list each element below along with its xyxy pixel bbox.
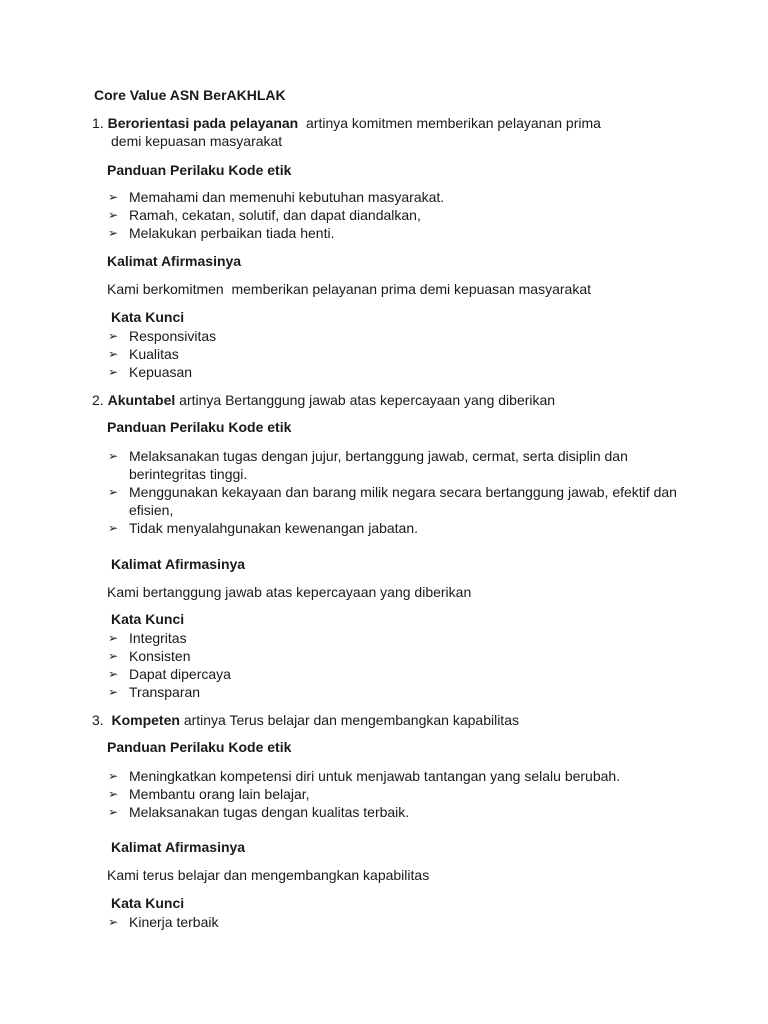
section-3-guide-list [108,767,620,821]
section-2-affirmation: Kami bertanggung jawab atas kepercayaan yang diberikan [107,584,472,600]
section-1-affirmation: Kami berkomitmen memberikan pelayanan prima demi kepuasan masyarakat [107,281,591,297]
list-item: ➢ Integritas [108,630,187,646]
arrow-bullet-icon: ➢ [108,649,119,663]
list-item: ➢ Konsisten [108,648,191,664]
section-1-guide-title: Panduan Perilaku Kode etik [107,162,292,178]
arrow-bullet-icon: ➢ [108,449,119,463]
section-3-keys-title: Kata Kunci [111,895,185,911]
list-item: ➢ Menggunakan kekayaan dan barang milik negara secara bertanggung jawab, efektif dan efisien, [108,484,677,518]
list-item: ➢ Responsivitas [108,328,217,344]
section-2-heading [92,391,692,409]
list-item: ➢ Memahami dan memenuhi kebutuhan masyarakat. [108,189,445,205]
list-item: ➢ Transparan [108,684,201,700]
section-3-affirmation: Kami terus belajar dan mengembangkan kapabilitas [107,867,430,883]
section-2-number: 2. [92,392,104,408]
arrow-bullet-icon: ➢ [108,769,119,783]
section-3-keyword: Kompeten [111,712,180,728]
arrow-bullet-icon: ➢ [108,226,119,240]
list-item: ➢ Tidak menyalahgunakan kewenangan jabatan. [108,520,419,536]
section-1-keys-list [108,327,216,381]
list-item: ➢ Membantu orang lain belajar, [108,786,310,802]
arrow-bullet-icon: ➢ [108,787,119,801]
section-3-heading [92,711,692,729]
list-item: ➢ Melakukan perbaikan tiada henti. [108,225,335,241]
section-3-number: 3. [92,712,104,728]
section-2-keys-title: Kata Kunci [111,611,185,627]
section-1-keyword: Berorientasi pada pelayanan [107,115,299,131]
arrow-bullet-icon: ➢ [108,521,119,535]
list-item: ➢ Ramah, cekatan, solutif, dan dapat diandalkan, [108,207,421,223]
section-1-affirm-title: Kalimat Afirmasinya [107,253,242,269]
section-3-guide-title: Panduan Perilaku Kode etik [107,739,292,755]
arrow-bullet-icon: ➢ [108,347,119,361]
section-1-heading [92,114,692,150]
section-1-description: artinya komitmen memberikan pelayanan prima [306,115,601,131]
section-2-description: artinya Bertanggung jawab atas kepercayaan yang diberikan [179,392,556,408]
section-1-description-cont: demi kepuasan masyarakat [111,133,283,149]
arrow-bullet-icon: ➢ [108,208,119,222]
list-item: ➢ Kinerja terbaik [108,914,219,930]
document-title: Core Value ASN BerAKHLAK [94,87,286,103]
arrow-bullet-icon: ➢ [108,685,119,699]
section-2-guide-list [108,447,689,537]
list-item: ➢ Dapat dipercaya [108,666,231,682]
arrow-bullet-icon: ➢ [108,667,119,681]
list-item: ➢ Kepuasan [108,364,193,380]
list-item: ➢ Kualitas [108,346,179,362]
section-2-keys-list [108,629,231,701]
arrow-bullet-icon: ➢ [108,805,119,819]
section-2-keyword: Akuntabel [107,392,176,408]
section-3-description: artinya Terus belajar dan mengembangkan kapabilitas [183,712,519,728]
list-item: ➢ Melaksanakan tugas dengan kualitas terbaik. [108,804,410,820]
list-item: ➢ Melaksanakan tugas dengan jujur, bertanggung jawab, cermat, serta disiplin dan berintegritas tinggi. [108,448,628,482]
section-2-affirm-title: Kalimat Afirmasinya [111,556,246,572]
section-1-guide-list [108,188,444,242]
arrow-bullet-icon: ➢ [108,329,119,343]
arrow-bullet-icon: ➢ [108,485,119,499]
arrow-bullet-icon: ➢ [108,365,119,379]
arrow-bullet-icon: ➢ [108,915,119,929]
arrow-bullet-icon: ➢ [108,190,119,204]
list-item: ➢ Meningkatkan kompetensi diri untuk menjawab tantangan yang selalu berubah. [108,768,621,784]
section-2-guide-title: Panduan Perilaku Kode etik [107,419,292,435]
section-3-affirm-title: Kalimat Afirmasinya [111,839,246,855]
section-3-keys-list [108,913,219,931]
section-1-number: 1. [92,115,104,131]
section-1-keys-title: Kata Kunci [111,309,185,325]
arrow-bullet-icon: ➢ [108,631,119,645]
